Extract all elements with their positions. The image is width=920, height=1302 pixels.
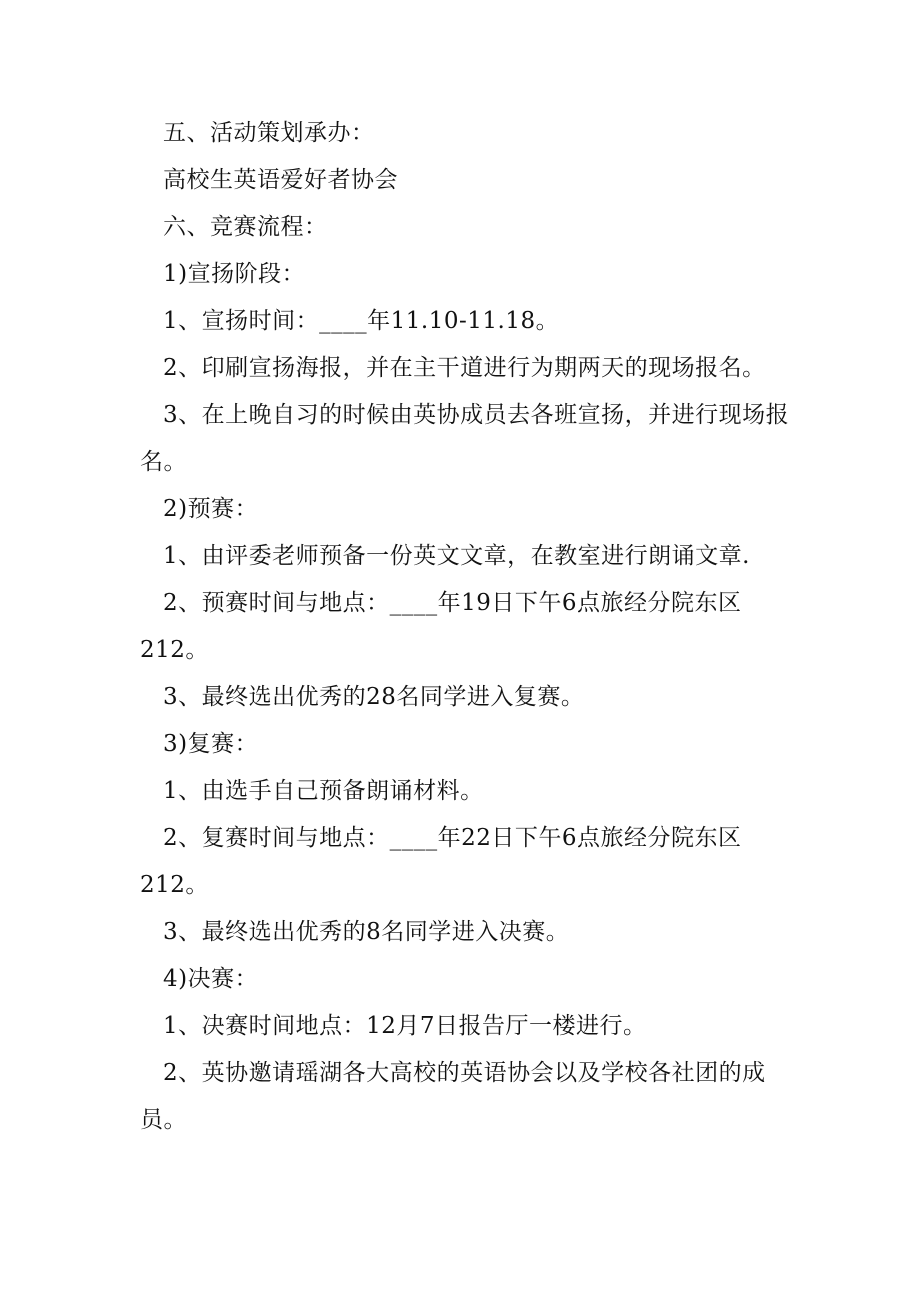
section-heading-organizer: 五、活动策划承办： (163, 120, 375, 146)
promotion-item-2: 2、印刷宣扬海报，并在主干道进行为期两天的现场报名。 (163, 355, 766, 381)
semifinal-item-3: 3、最终选出优秀的8名同学进入决赛。 (163, 919, 570, 945)
final-item-1: 1、决赛时间地点：12月7日报告厅一楼进行。 (163, 1013, 647, 1039)
stage-heading-final: 4)决赛： (163, 966, 259, 992)
section-heading-process: 六、竞赛流程： (163, 214, 328, 240)
stage-heading-promotion: 1)宣扬阶段： (163, 261, 306, 287)
promotion-item-3: 3、在上晚自习的时候由英协成员去各班宣扬，并进行现场报名。 (140, 402, 790, 475)
document-body (140, 110, 790, 1144)
preliminary-item-1: 1、由评委老师预备一份英文文章，在教室进行朗诵文章. (163, 543, 750, 569)
preliminary-item-2: 2、预赛时间与地点：____年19日下午6点旅经分院东区212。 (140, 590, 742, 663)
stage-heading-preliminary: 2)预赛： (163, 496, 259, 522)
stage-heading-semifinal: 3)复赛： (163, 731, 259, 757)
semifinal-item-2: 2、复赛时间与地点：____年22日下午6点旅经分院东区212。 (140, 825, 742, 898)
final-item-2: 2、英协邀请瑶湖各大高校的英语协会以及学校各社团的成员。 (140, 1060, 766, 1133)
organizer-name: 高校生英语爱好者协会 (163, 167, 398, 193)
promotion-item-1: 1、宣扬时间：____年11.10-11.18。 (163, 308, 560, 334)
semifinal-item-1: 1、由选手自己预备朗诵材料。 (163, 778, 484, 804)
preliminary-item-3: 3、最终选出优秀的28名同学进入复赛。 (163, 684, 585, 710)
